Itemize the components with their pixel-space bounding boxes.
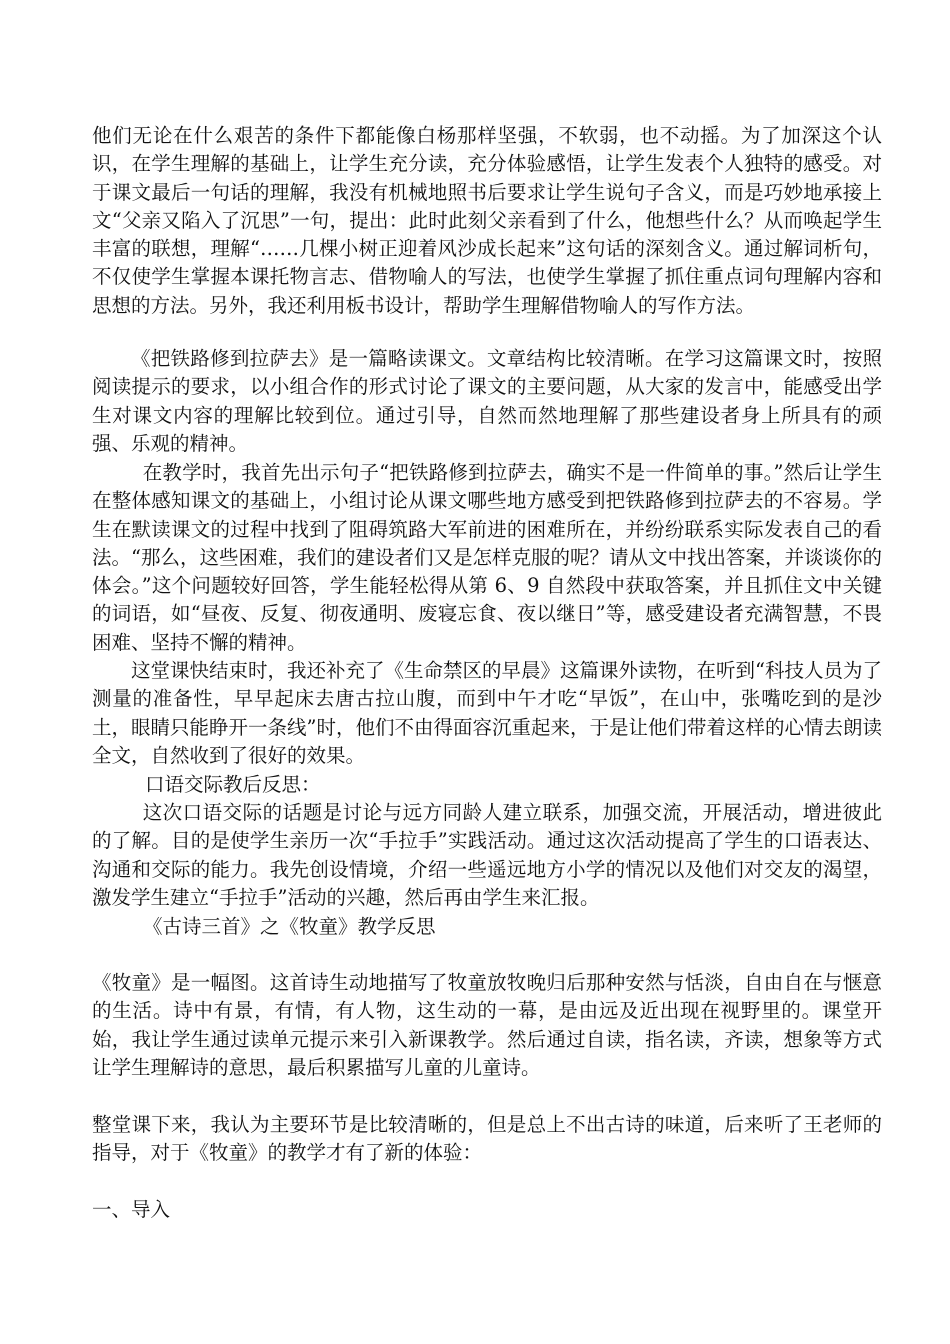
paragraph-poplar-reflection: 他们无论在什么艰苦的条件下都能像白杨那样坚强，不软弱，也不动摇。为了加深这个认识，在学生理解的基础上，让学生充分读，充分体验感悟，让学生发表个人独特的感受。对于课文最后一句话的理解，我没有机械地照书后要求让学生说句子含义，而是巧妙地承接上文“父亲又陷入了沉思”一句，提出：此时此刻父亲看到了什么，他想些什么？从而唤起学生丰富的联想，理解“……几棵小树正迎着风沙成长起来”这句话的深刻含义。通过解词析句，不仅使学生掌握本课托物言志、借物喻人的写法，也使学生掌握了抓住重点词句理解内容和思想的方法。另外，我还利用板书设计，帮助学生理解借物喻人的写作方法。 [92, 124, 882, 317]
paragraph-lhasa-railway-intro: 《把铁路修到拉萨去》是一篇略读课文。文章结构比较清晰。在学习这篇课文时，按照阅读提示的要求，以小组合作的形式讨论了课文的主要问题，从大家的发言中，能感受出学生对课文内容的理解比较到位。通过引导，自然而然地理解了那些建设者身上所具有的顽强、乐观的精神。 [92, 347, 882, 455]
section-heading-mutong: 《古诗三首》之《牧童》教学反思 [143, 915, 436, 938]
section-heading-introduction: 一、导入 [92, 1198, 171, 1221]
paragraph-extra-reading: 这堂课快结束时，我还补充了《生命禁区的早晨》这篇课外读物，在听到“科技人员为了测量的准备性，早早起床去唐古拉山腹，而到中午才吃“早饭”，在山中，张嘴吃到的是沙土，眼睛只能睁开一条线”时，他们不由得面容沉重起来，于是让他们带着这样的心情去朗读全文，自然收到了很好的效果。 [92, 659, 882, 767]
paragraph-lhasa-railway-teaching: 在教学时，我首先出示句子“把铁路修到拉萨去，确实不是一件简单的事。”然后让学生在整体感知课文的基础上，小组讨论从课文哪些地方感受到把铁路修到拉萨去的不容易。学生在默读课文的过程中找到了阻碍筑路大军前进的困难所在，并纷纷联系实际发表自己的看法。“那么，这些困难，我们的建设者们又是怎样克服的呢？请从文中找出答案，并谈谈你的体会。”这个问题较好回答，学生能轻松得从第 6、9 自然段中获取答案，并且抓住文中关键的词语，如“昼夜、反复、彻夜通明、废寝忘食、夜以继日”等，感受建设者充满智慧，不畏困难、坚持不懈的精神。 [92, 461, 882, 654]
section-heading-oral-communication: 口语交际教后反思： [145, 773, 321, 796]
paragraph-lesson-summary: 整堂课下来，我认为主要环节是比较清晰的，但是总上不出古诗的味道，后来听了王老师的指导，对于《牧童》的教学才有了新的体验： [92, 1113, 882, 1165]
paragraph-mutong-reflection: 《牧童》是一幅图。这首诗生动地描写了牧童放牧晚归后那种安然与恬淡，自由自在与惬意的生活。诗中有景，有情，有人物，这生动的一幕，是由远及近出现在视野里的。课堂开始，我让学生通过读单元提示来引入新课教学。然后通过自读，指名读，齐读，想象等方式让学生理解诗的意思，最后积累描写儿童的儿童诗。 [92, 971, 882, 1079]
paragraph-oral-communication: 这次口语交际的话题是讨论与远方同龄人建立联系，加强交流，开展活动，增进彼此的了解。目的是使学生亲历一次“手拉手”实践活动。通过这次活动提高了学生的口语表达、沟通和交际的能力。我先创设情境，介绍一些遥远地方小学的情况以及他们对交友的渴望，激发学生建立“手拉手”活动的兴趣，然后再由学生来汇报。 [92, 801, 882, 909]
